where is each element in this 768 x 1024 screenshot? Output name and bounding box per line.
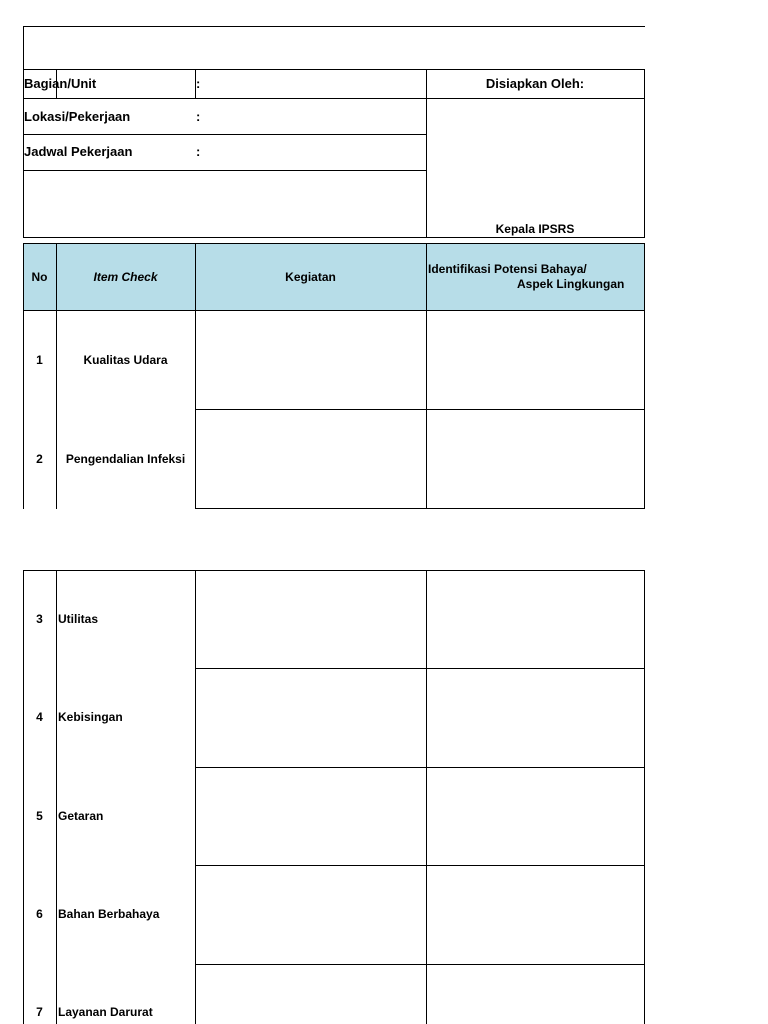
- table-grid-line: [23, 243, 645, 244]
- row-number: 2: [36, 452, 43, 466]
- field-separator: :: [196, 109, 201, 124]
- field-label-jadwal-pekerjaan: Jadwal Pekerjaan: [24, 144, 133, 159]
- prepared-by-label: Disiapkan Oleh:: [485, 76, 585, 91]
- column-header-identifikasi-line-2: Aspek Lingkungan: [517, 277, 625, 291]
- row-number: 6: [36, 907, 43, 921]
- row-number: 4: [36, 710, 43, 724]
- identifikasi-cell[interactable]: [427, 669, 643, 766]
- column-header-no: No: [31, 270, 48, 284]
- title-top-border: [23, 26, 645, 27]
- identifikasi-cell[interactable]: [427, 571, 643, 667]
- kegiatan-cell[interactable]: [196, 311, 425, 408]
- kegiatan-cell[interactable]: [196, 571, 425, 667]
- row-item-check: Kualitas Udara: [83, 353, 168, 367]
- kegiatan-cell[interactable]: [196, 410, 425, 507]
- row-number: 7: [36, 1005, 43, 1019]
- column-header-kegiatan: Kegiatan: [285, 270, 336, 284]
- identifikasi-cell[interactable]: [427, 768, 643, 864]
- kegiatan-cell[interactable]: [196, 669, 425, 766]
- signature-area[interactable]: [427, 99, 643, 217]
- row-item-check: Layanan Darurat: [58, 1005, 153, 1019]
- header-grid-line: [644, 69, 645, 238]
- row-number: 5: [36, 809, 43, 823]
- table-grid-line: [23, 243, 24, 509]
- column-header-identifikasi-line-1: Identifikasi Potensi Bahaya/: [428, 262, 587, 276]
- identifikasi-cell[interactable]: [427, 965, 643, 1024]
- identifikasi-cell[interactable]: [427, 410, 643, 507]
- table-grid-line: [644, 243, 645, 509]
- field-label-lokasi-pekerjaan: Lokasi/Pekerjaan: [24, 109, 131, 124]
- row-number: 1: [36, 353, 43, 367]
- row-number: 3: [36, 612, 43, 626]
- bagian-unit-value[interactable]: [203, 70, 425, 97]
- kegiatan-cell[interactable]: [196, 866, 425, 963]
- field-separator: :: [196, 76, 201, 91]
- row-item-check: Pengendalian Infeksi: [65, 452, 186, 466]
- kegiatan-cell[interactable]: [196, 768, 425, 864]
- row-item-check: Bahan Berbahaya: [58, 907, 160, 921]
- kegiatan-cell[interactable]: [196, 965, 425, 1024]
- identifikasi-cell[interactable]: [427, 311, 643, 408]
- lokasi-pekerjaan-value[interactable]: [203, 99, 425, 133]
- table-grid-line: [23, 570, 24, 1024]
- row-item-check: Getaran: [58, 809, 104, 823]
- row-item-check: Utilitas: [58, 612, 99, 626]
- table-grid-line: [56, 570, 57, 1024]
- header-grid-line: [23, 237, 645, 238]
- table-grid-line: [56, 243, 57, 509]
- left-border-top-section: [23, 26, 24, 238]
- identifikasi-cell[interactable]: [427, 866, 643, 963]
- table-grid-line: [644, 570, 645, 1024]
- field-separator: :: [196, 144, 201, 159]
- field-label-bagian-unit: Bagian/Unit: [24, 76, 97, 91]
- header-grid-line: [23, 170, 426, 171]
- column-header-item-check: Item Check: [93, 270, 158, 284]
- row-item-check: Kebisingan: [58, 710, 123, 724]
- jadwal-pekerjaan-value[interactable]: [203, 135, 425, 169]
- table-grid-line: [195, 508, 645, 509]
- signatory-title: Kepala IPSRS: [495, 222, 575, 236]
